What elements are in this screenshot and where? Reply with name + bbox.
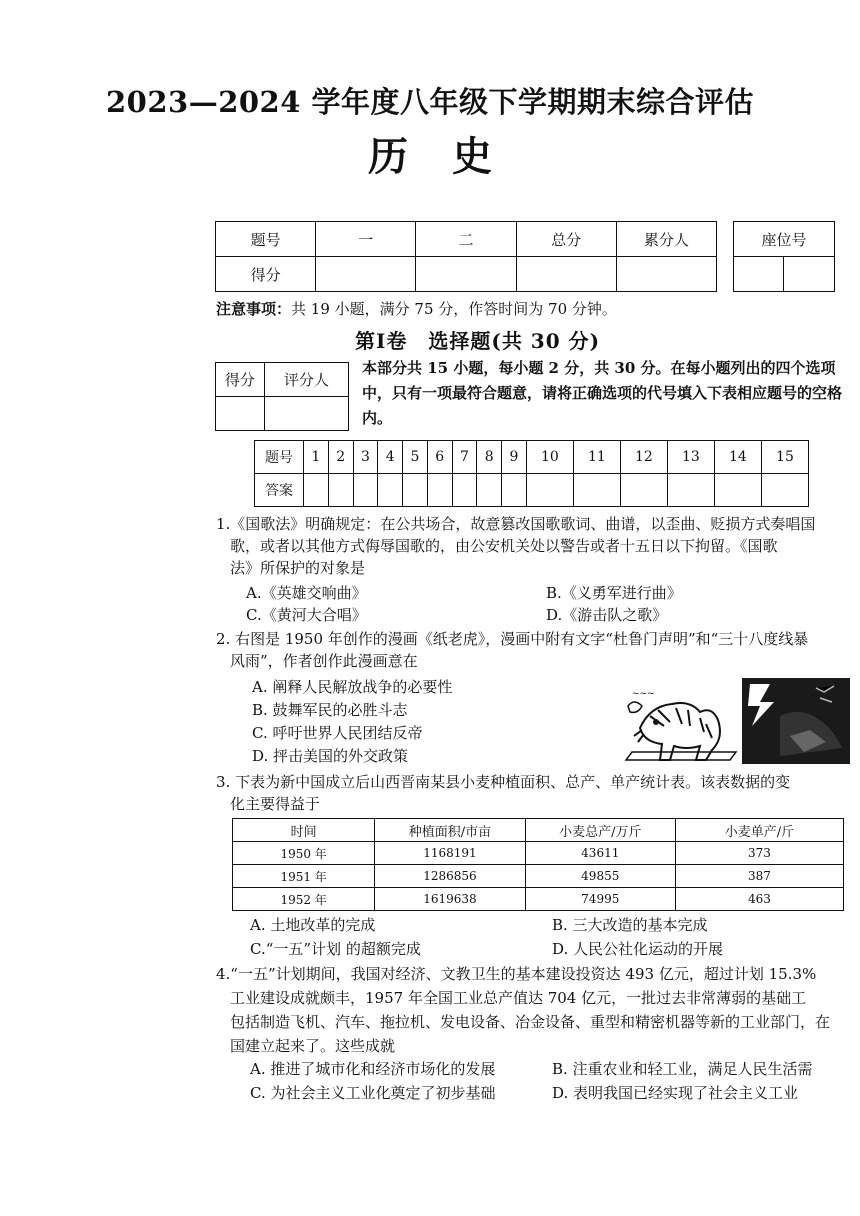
- wheat-table-row: [233, 865, 844, 888]
- answer-grid-number: 5: [403, 441, 428, 474]
- answer-grid-number: 11: [573, 441, 620, 474]
- answer-grid-answer-label: 答案: [255, 474, 304, 507]
- answer-grid-number: 8: [477, 441, 502, 474]
- q1-option-c[interactable]: C.《黄河大合唱》: [246, 606, 367, 624]
- answer-grid-cell[interactable]: [452, 474, 477, 507]
- wheat-table-cell: 373: [675, 842, 843, 865]
- score-input-cell[interactable]: [616, 257, 716, 292]
- answer-grid-cell[interactable]: [620, 474, 667, 507]
- section-instructions: 本部分共 15 小题，每小题 2 分，共 30 分。在每小题列出的四个选项中，只有一项最符合题意，请将正确选项的代号填入下表相应题号的空格内。: [362, 359, 843, 427]
- answer-grid-cell[interactable]: [427, 474, 452, 507]
- answer-grid-cell[interactable]: [304, 474, 329, 507]
- answer-grid-number: 14: [714, 441, 761, 474]
- wheat-table-cell: 43611: [525, 842, 675, 865]
- q1-option-d[interactable]: D.《游击队之歌》: [546, 606, 668, 624]
- answer-grid-number: 10: [526, 441, 573, 474]
- seat-input-cell[interactable]: [734, 257, 784, 292]
- wheat-table-header: 小麦总产/万斤: [525, 819, 675, 842]
- answer-grid-number: 2: [328, 441, 353, 474]
- question-4-line: 工业建设成就颇丰，1957 年全国工业总产值达 704 亿元，一批过去非常薄弱的基础工: [230, 989, 807, 1007]
- answer-grid-cell[interactable]: [526, 474, 573, 507]
- exam-title: 2023—2024 学年度八年级下学期期末综合评估: [105, 85, 755, 119]
- section-title: 第Ⅰ卷 选择题(共 30 分): [355, 329, 601, 353]
- score-input-cell[interactable]: [516, 257, 616, 292]
- grader-box: [215, 362, 349, 431]
- svg-text:~~~: ~~~: [632, 689, 655, 699]
- notice-text: 共 19 小题，满分 75 分，作答时间为 70 分钟。: [291, 300, 617, 318]
- answer-grid-cell[interactable]: [378, 474, 403, 507]
- paper-tiger-cartoon-image: [620, 676, 852, 766]
- answer-grid-number: 15: [761, 441, 808, 474]
- answer-grid-number: 1: [304, 441, 329, 474]
- answer-grid-cell[interactable]: [573, 474, 620, 507]
- question-2: [216, 628, 856, 672]
- seat-input-cell[interactable]: [784, 257, 835, 292]
- question-1-line: 歌，或者以其他方式侮辱国歌的，由公安机关处以警告或者十五日以下拘留。《国歌: [230, 537, 778, 555]
- q3-option-d[interactable]: D. 人民公社化运动的开展: [552, 940, 724, 958]
- score-row-label: 得分: [216, 257, 316, 292]
- notice-label: 注意事项：: [216, 300, 292, 318]
- q2-option-b[interactable]: B. 鼓舞军民的必胜斗志: [252, 701, 408, 719]
- q4-option-a[interactable]: A. 推进了城市化和经济市场化的发展: [250, 1060, 496, 1078]
- answer-grid-number: 12: [620, 441, 667, 474]
- answer-grid-cell[interactable]: [477, 474, 502, 507]
- wheat-table-cell: 1286856: [375, 865, 525, 888]
- score-input-cell[interactable]: [416, 257, 516, 292]
- q4-option-d[interactable]: D. 表明我国已经实现了社会主义工业: [552, 1084, 799, 1102]
- answer-grid-cell[interactable]: [502, 474, 527, 507]
- grader-name-label: 评分人: [264, 363, 348, 397]
- wheat-statistics-table: [232, 818, 844, 911]
- score-header-cell: 题号: [216, 222, 316, 257]
- answer-grid-cell[interactable]: [761, 474, 808, 507]
- answer-grid-cell[interactable]: [714, 474, 761, 507]
- grader-name-cell[interactable]: [264, 397, 348, 431]
- grader-score-label: 得分: [216, 363, 265, 397]
- score-header-cell: 一: [316, 222, 416, 257]
- answer-grid-number: 7: [452, 441, 477, 474]
- wheat-table-row: [233, 842, 844, 865]
- wheat-table-header: 种植面积/市亩: [375, 819, 525, 842]
- answer-grid-cell[interactable]: [667, 474, 714, 507]
- question-1: [216, 513, 856, 579]
- notice: [216, 298, 617, 319]
- seat-number-box: [733, 221, 835, 292]
- wheat-table-cell: 1619638: [375, 888, 525, 911]
- q3-option-a[interactable]: A. 土地改革的完成: [250, 916, 376, 934]
- answer-grid-number-label: 题号: [255, 441, 304, 474]
- question-4: [216, 962, 856, 1058]
- wheat-table-cell: 74995: [525, 888, 675, 911]
- question-4-line: 国建立起来了。这些成就: [230, 1037, 396, 1055]
- score-header-cell: 累分人: [616, 222, 716, 257]
- q4-option-c[interactable]: C. 为社会主义工业化奠定了初步基础: [250, 1084, 496, 1102]
- answer-grid-number: 9: [502, 441, 527, 474]
- q4-option-b[interactable]: B. 注重农业和轻工业，满足人民生活需: [552, 1060, 813, 1078]
- answer-grid-number: 6: [427, 441, 452, 474]
- wheat-table-cell: 387: [675, 865, 843, 888]
- wheat-table-cell: 1951 年: [233, 865, 375, 888]
- q1-option-b[interactable]: B.《义勇军进行曲》: [546, 584, 682, 602]
- answer-grid-cell[interactable]: [403, 474, 428, 507]
- q3-option-b[interactable]: B. 三大改造的基本完成: [552, 916, 708, 934]
- answer-grid-number: 13: [667, 441, 714, 474]
- wheat-table-row: [233, 888, 844, 911]
- answer-grid-cell[interactable]: [328, 474, 353, 507]
- answer-grid: [254, 440, 809, 507]
- wheat-table-header: 时间: [233, 819, 375, 842]
- score-header-cell: 总分: [516, 222, 616, 257]
- score-table: [215, 221, 717, 292]
- question-2-line: 2. 右图是 1950 年创作的漫画《纸老虎》，漫画中附有文字“杜鲁门声明”和“三十八度线暴: [216, 630, 809, 648]
- question-1-line: 法》所保护的对象是: [230, 559, 366, 577]
- question-1-line: 1.《国歌法》明确规定：在公共场合，故意篡改国歌歌词、曲谱，以歪曲、贬损方式奏唱国: [216, 515, 816, 533]
- answer-grid-number: 4: [378, 441, 403, 474]
- question-2-line: 风雨”，作者创作此漫画意在: [230, 652, 418, 670]
- q2-option-c[interactable]: C. 呼吁世界人民团结反帝: [252, 724, 423, 742]
- q1-option-a[interactable]: A.《英雄交响曲》: [246, 584, 367, 602]
- answer-grid-cell[interactable]: [353, 474, 378, 507]
- grader-score-cell[interactable]: [216, 397, 265, 431]
- question-3-line: 化主要得益于: [230, 795, 321, 813]
- wheat-table-cell: 1950 年: [233, 842, 375, 865]
- q2-option-d[interactable]: D. 抨击美国的外交政策: [252, 747, 409, 765]
- wheat-table-cell: 463: [675, 888, 843, 911]
- wheat-table-cell: 1168191: [375, 842, 525, 865]
- subject-title: 历史: [368, 133, 536, 180]
- question-3: [216, 771, 856, 815]
- question-4-line: 包括制造飞机、汽车、拖拉机、发电设备、冶金设备、重型和精密机器等新的工业部门，在: [230, 1013, 831, 1031]
- seat-number-label: 座位号: [734, 222, 835, 257]
- q2-option-a[interactable]: A. 阐释人民解放战争的必要性: [252, 678, 453, 696]
- q3-option-c[interactable]: C.“一五”计划 的超额完成: [250, 940, 421, 958]
- score-header-cell: 二: [416, 222, 516, 257]
- question-3-line: 3. 下表为新中国成立后山西晋南某县小麦种植面积、总产、单产统计表。该表数据的变: [216, 773, 791, 791]
- question-4-line: 4.“一五”计划期间，我国对经济、文教卫生的基本建设投资达 493 亿元，超过计划 15.3%: [216, 965, 817, 983]
- score-input-cell[interactable]: [316, 257, 416, 292]
- wheat-table-header: 小麦单产/斤: [675, 819, 843, 842]
- answer-grid-number: 3: [353, 441, 378, 474]
- wheat-table-cell: 1952 年: [233, 888, 375, 911]
- wheat-table-cell: 49855: [525, 865, 675, 888]
